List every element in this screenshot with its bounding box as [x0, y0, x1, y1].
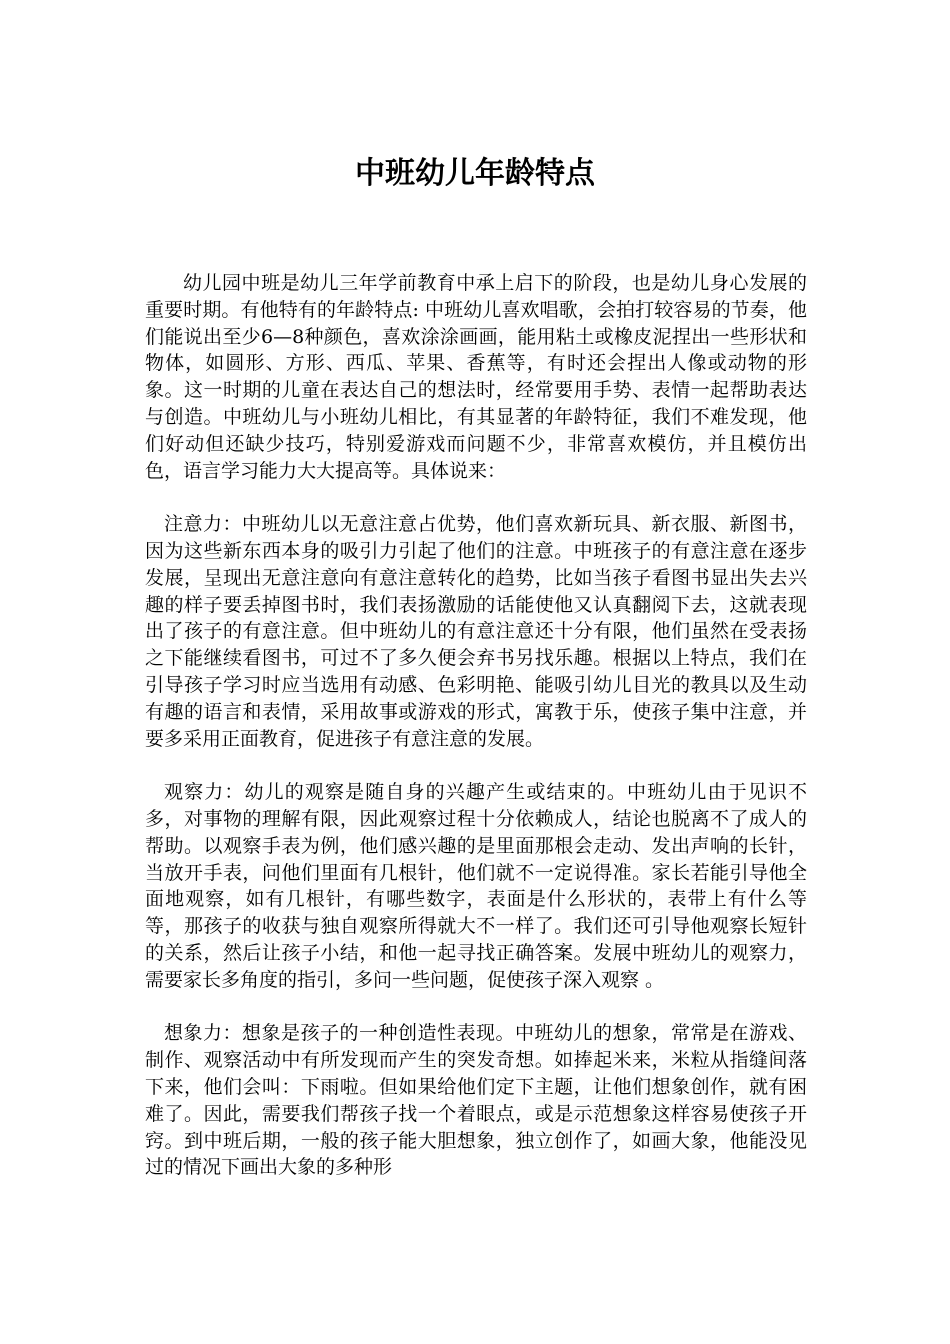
paragraph-intro: 幼儿园中班是幼儿三年学前教育中承上启下的阶段，也是幼儿身心发展的重要时期。有他特有的年龄特点: 中班幼儿喜欢唱歌，会拍打较容易的节奏，他们能说出至少6—8种颜色，喜欢涂涂画画，能用粘土或橡皮泥捏出一些形状和物体，如圆形、方形、西瓜、苹果、香蕉等，有时还会捏出人像或动物的形象。这一时期的儿童在表达自己的想法时，经常要用手势、表情一起帮助表达与创造。中班幼儿与小班幼儿相比，有其显著的年龄特征，我们不难发现，他们好动但还缺少技巧，特别爱游戏而问题不少，非常喜欢模仿，并且模仿出色，语言学习能力大大提高等。具体说来：: [145, 272, 807, 482]
paragraph-imagination: 想象力：想象是孩子的一种创造性表现。中班幼儿的想象，常常是在游戏、制作、观察活动中有所发现而产生的突发奇想。如捧起米来，米粒从指缝间落下来，他们会叫：下雨啦。但如果给他们定下主题，让他们想象创作，就有困难了。因此，需要我们帮孩子找一个着眼点，或是示范想象这样容易使孩子开窍。到中班后期，一般的孩子能大胆想象，独立创作了，如画大象，他能没见过的情况下画出大象的多种形: [145, 1022, 807, 1179]
paragraph-attention: 注意力：中班幼儿以无意注意占优势，他们喜欢新玩具、新衣服、新图书，因为这些新东西本身的吸引力引起了他们的注意。中班孩子的有意注意在逐步发展，呈现出无意注意向有意注意转化的趋势，比如当孩子看图书显出失去兴趣的样子要丢掉图书时，我们表扬激励的话能使他又认真翻阅下去，这就表现出了孩子的有意注意。但中班幼儿的有意注意还十分有限，他们虽然在受表扬之下能继续看图书，可过不了多久便会弃书另找乐趣。根据以上特点，我们在引导孩子学习时应当选用有动感、色彩明艳、能吸引幼儿目光的教具以及生动有趣的语言和表情，采用故事或游戏的形式，寓教于乐，使孩子集中注意，并要多采用正面教育，促进孩子有意注意的发展。: [145, 513, 807, 750]
document-body: [145, 270, 807, 1208]
document-title: 中班幼儿年龄特点: [355, 156, 595, 191]
paragraph-observation: 观察力：幼儿的观察是随自身的兴趣产生或结束的。中班幼儿由于见识不多，对事物的理解有限，因此观察过程十分依赖成人，结论也脱离不了成人的帮助。以观察手表为例，他们感兴趣的是里面那根会走动、发出声响的长针，当放开手表，问他们里面有几根针，他们就不一定说得准。家长若能引导他全面地观察，如有几根针，有哪些数字，表面是什么形状的，表带上有什么等等，那孩子的收获与独自观察所得就大不一样了。我们还可引导他观察长短针的关系，然后让孩子小结，和他一起寻找正确答案。发展中班幼儿的观察力，需要家长多角度的指引，多问一些问题，促使孩子深入观察 。: [145, 781, 807, 991]
